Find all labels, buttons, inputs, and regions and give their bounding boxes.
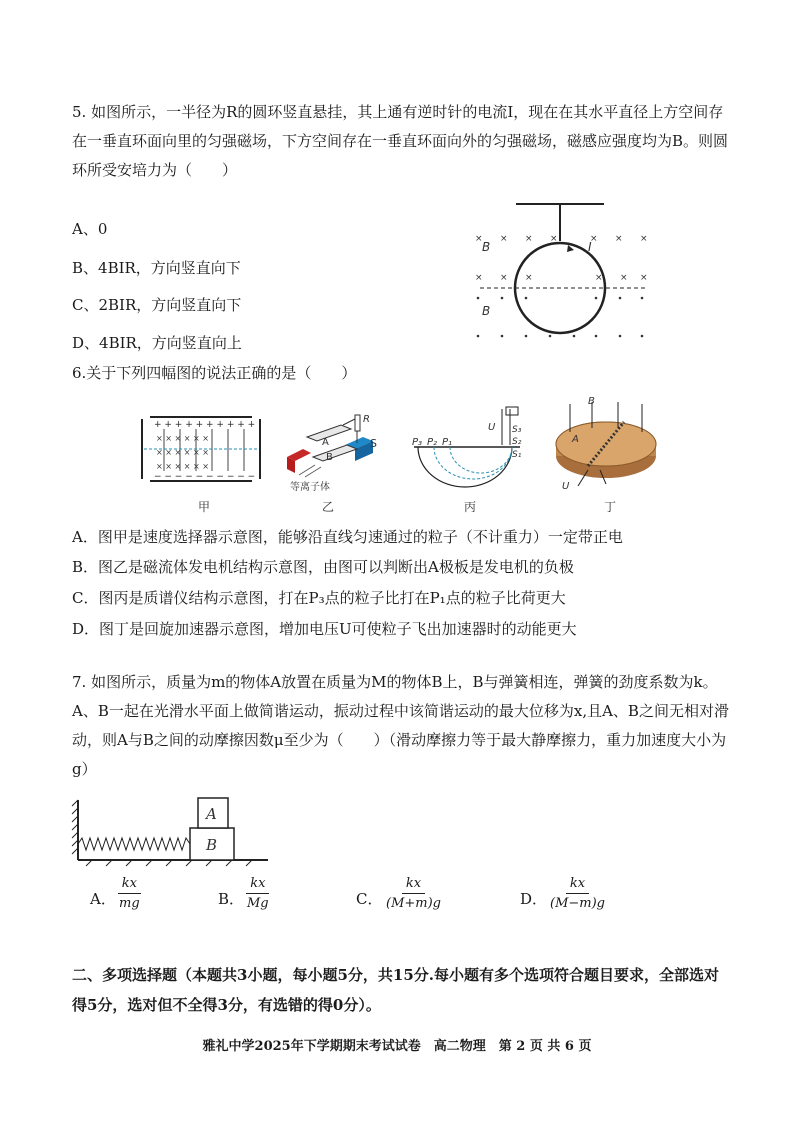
svg-text:× × × × × ×: × × × × × × [156, 434, 209, 443]
svg-text:×: × [525, 234, 533, 244]
svg-text:×: × [475, 273, 483, 283]
q6-option-b[interactable]: B．图乙是磁流体发电机结构示意图，由图可以判断出A极板是发电机的负极 [72, 558, 574, 576]
q5-option-a[interactable]: A、0 [72, 220, 108, 238]
q6-figure-jia [140, 415, 262, 487]
section-2-heading: 二、多项选择题（本题共3小题，每小题5分，共15分.每小题有多个选项符合题目要求，全部选对得5分，选对但不全得3分，有选错的得0分）。 [72, 966, 719, 1014]
q7-option-d-fraction[interactable] [546, 876, 609, 912]
q7-option-a-numerator: kx [118, 876, 141, 894]
svg-text:×: × [640, 234, 648, 244]
q6-label-b: B [326, 452, 333, 463]
q6-label-s2: S₂ [512, 437, 522, 447]
q5-label-b-bottom: B [482, 304, 491, 318]
q6-option-d[interactable]: D．图丁是回旋加速器示意图，增加电压U可使粒子飞出加速器时的动能更大 [72, 620, 577, 638]
page-footer: 雅礼中学2025年下学期期末考试试卷 高二物理 第 2 页 共 6 页 [202, 1039, 592, 1054]
svg-text:+ + + + + + + + + +: + + + + + + + + + + [154, 420, 256, 430]
q7-option-a-letter[interactable]: A． [90, 890, 116, 908]
svg-text:×: × [550, 234, 558, 244]
q7-option-b-numerator: kx [246, 876, 269, 894]
svg-text:×: × [475, 234, 483, 244]
q6-label-p3: P₃ [412, 437, 423, 448]
q7-option-c-fraction[interactable] [382, 876, 445, 912]
q7-option-a-denominator: mg [119, 896, 140, 911]
svg-text:×: × [590, 234, 598, 244]
q7-block-b-label: B [206, 836, 218, 854]
question-7-text: 7. 如图所示，质量为m的物体A放置在质量为M的物体B上，B与弹簧相连，弹簧的劲度系数为k。A、B一起在光滑水平面上做简谐运动，振动过程中该简谐运动的最大位移为x,且A、B之间无相对滑动，则A与B之间的动摩擦因数μ至少为（ ）（滑动摩擦力等于最大静摩擦力，重力加速度大小为g） [72, 673, 729, 778]
question-5-text: 5. 如图所示，一半径为R的圆环竖直悬挂，其上通有逆时针的电流I，现在在其水平直径上方空间存在一垂直环面向里的匀强磁场，下方空间存在一垂直环面向外的匀强磁场，磁感应强度均为B。则圆环所受安培力为（ ） [72, 103, 729, 179]
svg-text:×: × [595, 273, 603, 283]
q6-label-ding-a: A [572, 434, 579, 445]
q7-option-b-fraction[interactable] [243, 876, 273, 912]
q6-label-ding-u: U [562, 481, 570, 492]
svg-text:×: × [525, 273, 533, 283]
svg-text:×: × [500, 234, 508, 244]
q7-option-d-letter[interactable]: D． [520, 890, 548, 908]
q7-option-c-denominator: (M+m)g [386, 896, 441, 911]
q5-option-d[interactable]: D、4BIR，方向竖直向上 [72, 334, 242, 352]
q6-figure-ding [548, 398, 668, 490]
q6-caption-yi: 乙 [322, 500, 335, 514]
q7-spring-figure [72, 796, 272, 866]
q6-label-s1: S₁ [512, 450, 522, 460]
q5-option-c[interactable]: C、2BIR，方向竖直向下 [72, 296, 242, 314]
svg-text:×: × [500, 273, 508, 283]
q6-label-p1: P₁ [442, 437, 453, 448]
q5-label-b-top: B [482, 240, 491, 254]
q6-option-c[interactable]: C．图丙是质谱仪结构示意图，打在P₃点的粒子比打在P₁点的粒子比荷更大 [72, 589, 566, 607]
q7-block-a-label: A [206, 805, 217, 823]
q7-option-b-denominator: Mg [247, 896, 269, 911]
q6-caption-bing: 丙 [464, 500, 477, 514]
svg-text:×: × [620, 273, 628, 283]
q6-label-ding-b: B [588, 396, 595, 407]
svg-text:×: × [615, 234, 623, 244]
q7-option-b-letter[interactable]: B． [218, 890, 245, 908]
q6-label-s3: S₃ [512, 425, 522, 435]
q6-option-a[interactable]: A．图甲是速度选择器示意图，能够沿直线匀速通过的粒子（不计重力）一定带正电 [72, 528, 623, 546]
svg-text:×: × [640, 273, 648, 283]
q6-figure-yi [285, 415, 395, 487]
svg-text:× × × × × ×: × × × × × × [156, 462, 209, 471]
q7-option-d-numerator: kx [566, 876, 589, 894]
q5-label-i: I [588, 240, 592, 254]
q7-option-a-fraction[interactable] [115, 876, 144, 912]
q6-label-p2: P₂ [427, 437, 438, 448]
question-6-text: 6.关于下列四幅图的说法正确的是（ ） [72, 364, 357, 382]
q6-label-u: U [488, 422, 496, 433]
q5-option-b[interactable]: B、4BIR，方向竖直向下 [72, 259, 241, 277]
q7-option-d-denominator: (M−m)g [550, 896, 605, 911]
q6-caption-ding: 丁 [604, 500, 617, 514]
q5-ring-figure [470, 196, 660, 346]
svg-text:− − − − − − − − − −: − − − − − − − − − − [154, 472, 256, 482]
q7-option-c-numerator: kx [402, 876, 425, 894]
q7-option-c-letter[interactable]: C． [356, 890, 383, 908]
q6-label-s: S [370, 437, 377, 450]
q6-label-r: R [363, 414, 370, 425]
svg-text:× × × × × ×: × × × × × × [156, 448, 209, 457]
q6-label-a: A [322, 437, 329, 448]
q6-label-plasma: 等离子体 [290, 482, 330, 493]
q6-caption-jia: 甲 [198, 500, 211, 514]
